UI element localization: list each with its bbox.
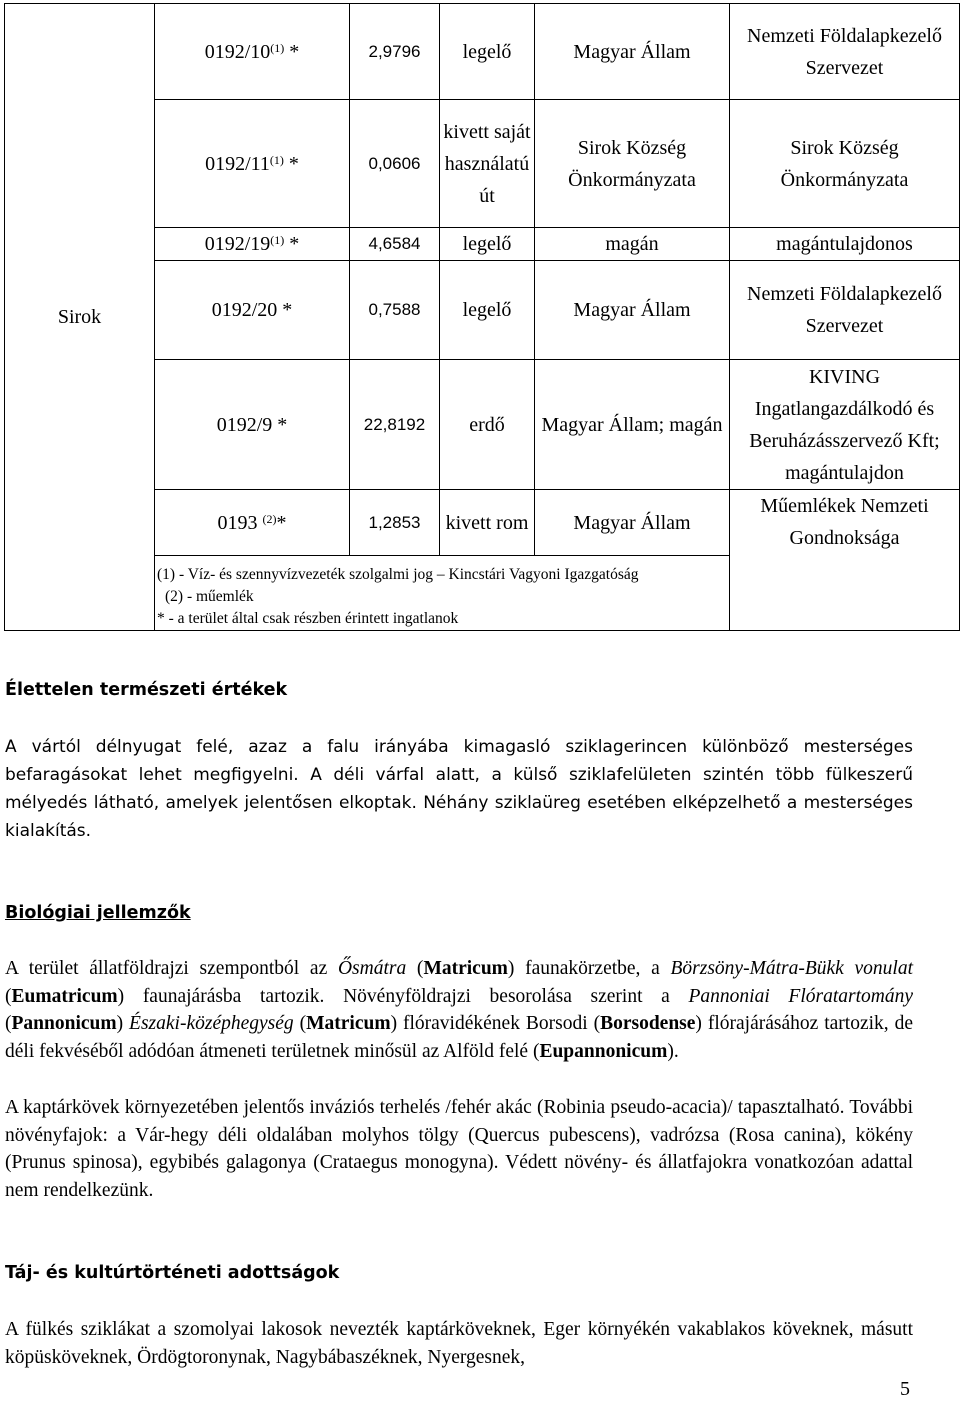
owner-cell: magán [535,228,730,261]
note-2: (2) - műemlék [165,588,254,605]
use-cell: legelő [440,261,535,360]
section-heading-biology: Biológiai jellemzők [5,903,191,923]
manager-cell: Nemzeti Földalapkezelő Szervezet [730,4,960,100]
owner-cell: Magyar Állam [535,490,730,556]
area-cell: 0,7588 [350,261,440,360]
landscape-paragraph: A fülkés sziklákat a szomolyai lakosok nevezték kaptárköveknek, Eger környékén vakablakos köveknek, másutt köpüsköveknek, Ördögtoronynak, Nagybábaszéknek, Nyergesnek, [5,1319,913,1368]
page-number: 5 [900,1378,910,1400]
parcel-cell: 0192/9 * [155,360,350,490]
use-cell: legelő [440,4,535,100]
use-cell: kivett rom [440,490,535,556]
biology-paragraph-2: A kaptárkövek környezetében jelentős inváziós terhelés /fehér akác (Robinia pseudo-acacia)/ tapasztalható. További növényfajok: a Vár-hegy déli oldalában molyhos tölgy (Quercus pubescens), vadrózsa (Rosa canina), kökény (Prunus spinosa), egybibés galagonya (Crataegus monogyna). Védett növény- és állatfajokra vonatkozóan adattal nem rendelkezünk. [5,1097,913,1201]
manager-cell: magántulajdonos [730,228,960,261]
location-cell: Sirok [5,4,155,631]
note-3: * - a terület által csak részben érintett ingatlanok [157,610,459,627]
note-1: (1) - Víz- és szennyvízvezeték szolgalmi jog – Kincstári Vagyoni Igazgatóság [157,566,639,583]
table-row [5,4,960,100]
section-heading-abiotic: Élettelen természeti értékek [5,680,288,700]
parcel-cell: 0192/11$^{(1)}$ * [155,100,350,228]
owner-cell: Magyar Állam; magán [535,360,730,490]
area-cell: 1,2853 [350,490,440,556]
area-cell: 4,6584 [350,228,440,261]
owner-cell: Sirok Község Önkormányzata [535,100,730,228]
area-cell: 2,9796 [350,4,440,100]
parcel-cell: 0192/10$^{(1)}$ * [155,4,350,100]
section-heading-landscape: Táj- és kultúrtörténeti adottságok [5,1263,340,1283]
manager-cell: Nemzeti Földalapkezelő Szervezet [730,261,960,360]
manager-cell: KIVING Ingatlangazdálkodó és Beruházásszervező Kft; magántulajdon [730,360,960,490]
abiotic-paragraph: A vártól délnyugat felé, azaz a falu irányába kimagasló sziklagerincen különböző mesterséges befaragásokat lehet megfigyelni. A déli várfal alatt, a külső sziklafelületen szintén több fülkeszerű mélyedés látható, amelyek jelentősen elkoptak. Néhány sziklaüreg esetében elképzelhető a mesterséges kialakítás. [5,737,913,841]
use-cell: legelő [440,228,535,261]
use-cell: erdő [440,360,535,490]
area-cell: 0,0606 [350,100,440,228]
parcel-cell: 0193 $^{(2)}$* [155,490,350,556]
parcel-cell: 0192/20 * [155,261,350,360]
biology-paragraph-1: A terület állatföldrajzi szempontból az Ősmátra (Matricum) faunakörzetbe, a Börzsöny-Mátra-Bükk vonulat (Eumatricum) faunajárásba tartozik. Növényföldrajzi besorolása szerint a Pannoniai Flóratartomány (Pannonicum) Északi-középhegység (Matricum) flóravidékének Borsodi (Borsodense) flórajárásához tartozik, de déli fekvéséből adódóan átmeneti területnek minősül az Alföld felé (Eupannonicum). [5,958,914,1062]
parcel-cell: 0192/19$^{(1)}$ * [155,228,350,261]
table-notes [155,556,730,631]
area-cell: 22,8192 [350,360,440,490]
owner-cell: Magyar Állam [535,261,730,360]
parcel-table [4,3,960,631]
manager-cell: Műemlékek Nemzeti Gondnoksága [730,490,960,631]
manager-cell: Sirok Község Önkormányzata [730,100,960,228]
use-cell: kivett saját használatú út [440,100,535,228]
owner-cell: Magyar Állam [535,4,730,100]
